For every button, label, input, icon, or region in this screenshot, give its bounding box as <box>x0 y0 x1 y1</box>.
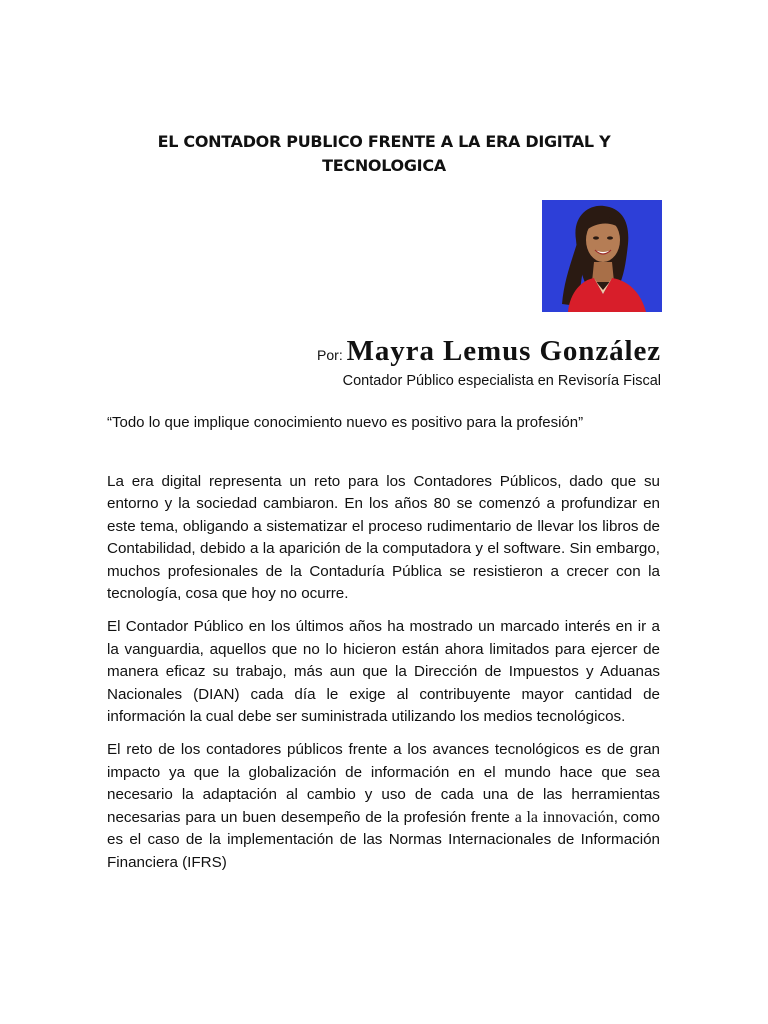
epigraph-quote: “Todo lo que implique conocimiento nuevo es positivo para la profesión” <box>107 414 584 431</box>
byline <box>317 335 661 368</box>
author-photo <box>542 200 662 312</box>
title-line-1: EL CONTADOR PUBLICO FRENTE A LA ERA DIGITAL Y <box>157 132 611 151</box>
article-body <box>107 471 660 885</box>
title-line-2: TECNOLOGICA <box>322 156 446 175</box>
author-name: Mayra Lemus González <box>346 335 661 367</box>
byline-prefix: Por: <box>317 347 347 363</box>
paragraph-3-part-2: a la innovación <box>514 808 614 826</box>
paragraph-1: La era digital representa un reto para los Contadores Públicos, dado que su entorno y la sociedad cambiaron. En los años 80 se comenzó a profundizar en este tema, obligando a sistematizar el proceso rudimentario de llevar los libros de Contabilidad, debido a la aparición de la computadora y el software. Sin embargo, muchos profesionales de la Contaduría Pública se resistieron a crecer con la tecnología, cosa que hoy no ocurre. <box>107 473 660 603</box>
paragraph-3 <box>107 739 660 873</box>
author-portrait-icon <box>542 200 662 312</box>
paragraph-3-part-1: El reto de los contadores públicos frente a los avances tecnológicos es de gran impacto ya que la globalización de información en el mundo hace que sea necesario la adaptación al cambio y uso de cada una de las herramientas necesarias para un buen desempeño de la profesión frente <box>107 741 660 826</box>
document-title <box>150 130 618 178</box>
paragraph-2: El Contador Público en los últimos años ha mostrado un marcado interés en ir a la vanguardia, aquellos que no lo hicieron están ahora limitados para ejercer de manera eficaz su trabajo, más aun que la Dirección de Impuestos y Aduanas Nacionales (DIAN) cada día le exige al contribuyente mayor cantidad de información la cual debe ser suministrada utilizando los medios tecnológicos. <box>107 618 660 726</box>
paragraph-3-part-3: , como es el caso de la implementación de las Normas Internacionales de Información Financiera (IFRS) <box>107 808 661 871</box>
author-role: Contador Público especialista en Revisoría Fiscal <box>342 373 661 389</box>
